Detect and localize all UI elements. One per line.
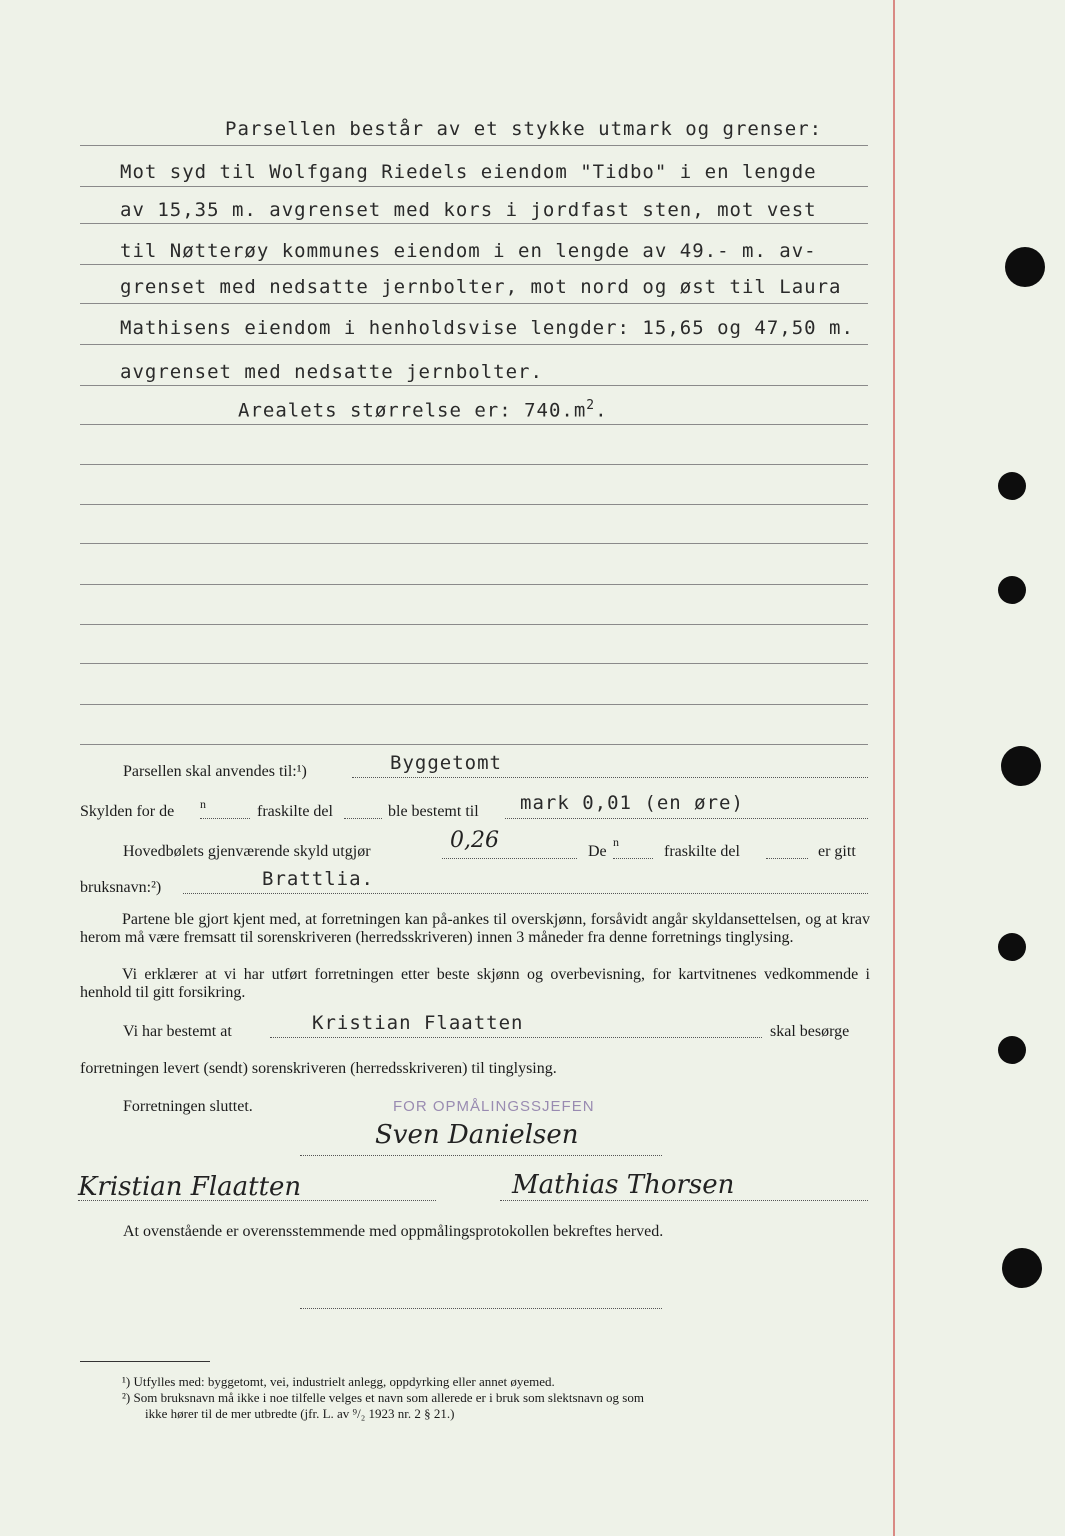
- typed-line: avgrenset med nedsatte jernbolter.: [120, 361, 543, 383]
- skylden-label: Skylden for de: [80, 803, 175, 820]
- ruled-line: [80, 744, 868, 745]
- hovedbol-value: 0,26: [450, 828, 499, 853]
- signature-line: [500, 1200, 868, 1201]
- punch-hole: [1005, 247, 1045, 287]
- signature-line: [78, 1200, 436, 1201]
- bekreftes-text: At ovenstående er overensstemmende med oppmålingsprotokollen bekreftes herved.: [123, 1223, 664, 1240]
- bestemt-at-label: Vi har bestemt at: [123, 1023, 232, 1040]
- fraskilte-del-label: fraskilte del: [664, 843, 740, 860]
- footnote-1: ¹) Utfylles med: byggetomt, vei, industrielt anlegg, oppdyrking eller annet øyemed.: [122, 1374, 555, 1389]
- declaration-paragraph: Vi erklærer at vi har utført forretningen etter beste skjønn og overbevisning, for kartvitnenes vedkommende i henhold til gitt forsikring.: [80, 966, 870, 1001]
- typed-line: Mathisens eiendom i henholdsvise lengder: 15,65 og 47,50 m.: [120, 317, 854, 339]
- area-superscript: 2: [586, 398, 596, 413]
- bestemt-at-dots: [270, 1037, 762, 1038]
- bruksnavn-dots: [183, 893, 868, 894]
- fraskilte-dots: [344, 818, 382, 819]
- margin-line: [893, 0, 895, 1536]
- skylden-dots: [200, 818, 250, 819]
- typed-line: Mot syd til Wolfgang Riedels eiendom "Tidbo" i en lengde: [120, 161, 817, 183]
- anvendes-label: Parsellen skal anvendes til:¹): [123, 763, 307, 780]
- stamp: FOR OPMÅLINGSSJEFEN: [393, 1098, 595, 1115]
- den-label: De: [588, 843, 607, 860]
- skylden-value: mark 0,01 (en øre): [520, 792, 744, 814]
- hovedbol-label: Hovedbølets gjenværende skyld utgjør: [123, 843, 371, 860]
- ruled-line: [80, 543, 868, 544]
- signature-witness-1: Kristian Flaatten: [78, 1172, 302, 1202]
- bestemt-til-label: ble bestemt til: [388, 803, 479, 820]
- sluttet-text: Forretningen sluttet.: [123, 1098, 253, 1115]
- ruled-line: [80, 464, 868, 465]
- anvendes-dots: [352, 777, 868, 778]
- ruled-line: [80, 624, 868, 625]
- typed-line: grenset med nedsatte jernbolter, mot nord og øst til Laura: [120, 276, 842, 298]
- ruled-line: [80, 424, 868, 425]
- skylden-n: n: [200, 797, 206, 811]
- ruled-line: [80, 186, 868, 187]
- bruksnavn-value: Brattlia.: [262, 868, 374, 890]
- footnote-rule: [80, 1361, 210, 1362]
- signature-line: [300, 1155, 662, 1156]
- bruksnavn-label: bruksnavn:²): [80, 879, 162, 896]
- punch-hole: [998, 1036, 1026, 1064]
- den-n: n: [613, 835, 619, 849]
- signature-line: [300, 1308, 662, 1309]
- punch-hole: [998, 472, 1026, 500]
- levert-text: forretningen levert (sendt) sorenskriveren (herredsskriveren) til tinglysing.: [80, 1060, 557, 1077]
- anvendes-value: Byggetomt: [390, 752, 502, 774]
- hovedbol-dots: [442, 858, 577, 859]
- ruled-line: [80, 264, 868, 265]
- ruled-line: [80, 145, 868, 146]
- typed-line: av 15,35 m. avgrenset med kors i jordfast sten, mot vest: [120, 199, 817, 221]
- appeal-paragraph: Partene ble gjort kjent med, at forretningen kan på-ankes til overskjønn, forsåvidt angår skyldansettelsen, og at krav herom må være fremsatt til sorenskriveren (herredsskriveren) innen 3 måneder fra denne forretnings tinglysing.: [80, 911, 870, 946]
- area-end: .: [595, 399, 608, 422]
- signature-opmaalingssjef: Sven Danielsen: [375, 1120, 579, 1150]
- ruled-line: [80, 584, 868, 585]
- ruled-line: [80, 663, 868, 664]
- besorge-label: skal besørge: [770, 1023, 850, 1040]
- punch-hole: [1001, 746, 1041, 786]
- bestemt-at-value: Kristian Flaatten: [312, 1012, 524, 1034]
- ruled-line: [80, 223, 868, 224]
- den-dots: [613, 858, 653, 859]
- ruled-line: [80, 344, 868, 345]
- ruled-line: [80, 504, 868, 505]
- typed-line: Parsellen består av et stykke utmark og grenser:: [225, 118, 823, 140]
- punch-hole: [1002, 1248, 1042, 1288]
- ruled-line: [80, 704, 868, 705]
- typed-line: til Nøtterøy kommunes eiendom i en lengde av 49.- m. av-: [120, 240, 817, 262]
- signature-witness-2: Mathias Thorsen: [512, 1170, 735, 1200]
- area-text: Arealets størrelse er: 740.m: [238, 399, 587, 422]
- ruled-line: [80, 385, 868, 386]
- punch-hole: [998, 933, 1026, 961]
- fraskilte-label: fraskilte del: [257, 803, 333, 820]
- skylden-value-dots: [505, 818, 868, 819]
- punch-hole: [998, 576, 1026, 604]
- footnote-2: ²) Som bruksnavn må ikke i noe tilfelle velges et navn som allerede er i bruk som slektsnavn og som: [122, 1390, 644, 1405]
- er-gitt-label: er gitt: [818, 843, 856, 860]
- ruled-line: [80, 303, 868, 304]
- fraskilte-del-dots: [766, 858, 808, 859]
- footnote-2-cont: ikke hører til de mer utbredte (jfr. L. av ⁹/₂ 1923 nr. 2 § 21.): [145, 1406, 455, 1421]
- area-line: [238, 398, 608, 421]
